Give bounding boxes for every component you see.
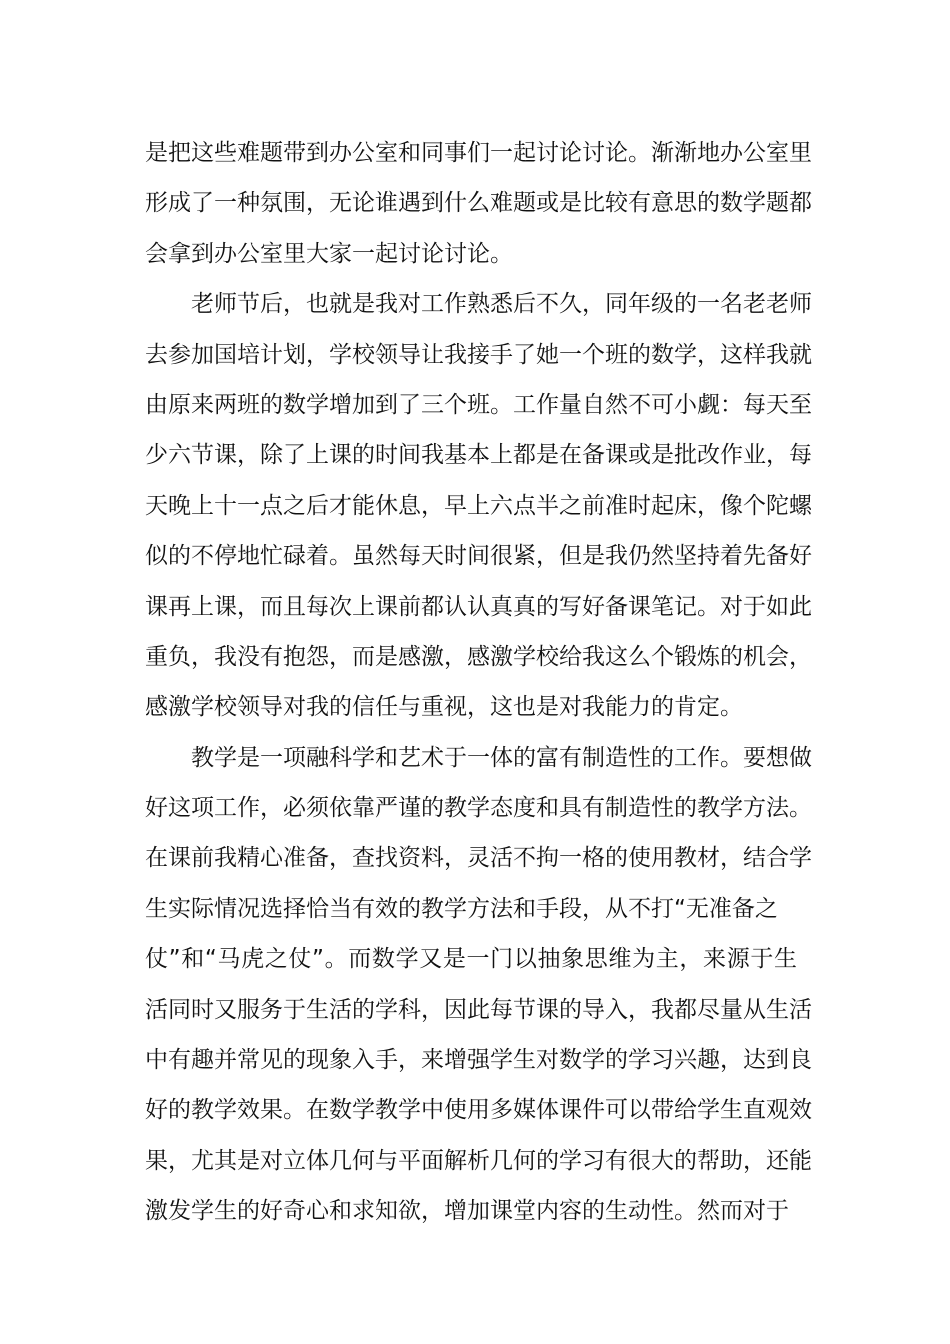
text-line: 生实际情况选择恰当有效的教学方法和手段，从不打“无准备之 [145, 895, 778, 922]
text-line: 课再上课，而且每次上课前都认认真真的写好备课笔记。对于如此 [145, 593, 812, 620]
text-line: 仗”和“马虎之仗”。而数学又是一门以抽象思维为主，来源于生 [145, 946, 797, 973]
text-line: 少六节课，除了上课的时间我基本上都是在备课或是批改作业，每 [145, 442, 812, 469]
text-line: 在课前我精心准备，查找资料，灵活不拘一格的使用教材，结合学 [145, 845, 812, 872]
paragraph [145, 279, 812, 733]
text-line: 是把这些难题带到办公室和同事们一起讨论讨论。渐渐地办公室里 [145, 140, 812, 166]
text-line: 老师节后，也就是我对工作熟悉后不久，同年级的一名老老师 [191, 291, 812, 318]
text-line: 会拿到办公室里大家一起讨论讨论。 [145, 240, 513, 267]
text-line: 形成了一种氛围，无论谁遇到什么难题或是比较有意思的数学题都 [145, 190, 812, 217]
text-line: 由原来两班的数学增加到了三个班。工作量自然不可小觑：每天至 [145, 391, 812, 418]
text-line: 感激学校领导对我的信任与重视，这也是对我能力的肯定。 [145, 694, 743, 721]
text-line: 果，尤其是对立体几何与平面解析几何的学习有很大的帮助，还能 [145, 1147, 812, 1174]
body-text [145, 128, 812, 1237]
text-line: 好这项工作，必须依靠严谨的教学态度和具有制造性的教学方法。 [145, 795, 812, 822]
paragraph [145, 128, 812, 279]
paragraph [145, 733, 812, 1237]
text-line: 激发学生的好奇心和求知欲，增加课堂内容的生动性。然而对于 [145, 1198, 789, 1225]
text-line: 去参加国培计划，学校领导让我接手了她一个班的数学，这样我就 [145, 341, 812, 368]
text-line: 天晚上十一点之后才能休息，早上六点半之前准时起床，像个陀螺 [145, 492, 812, 519]
text-line: 似的不停地忙碌着。虽然每天时间很紧，但是我仍然坚持着先备好 [145, 543, 812, 570]
text-line: 中有趣并常见的现象入手，来增强学生对数学的学习兴趣，达到良 [145, 1047, 812, 1074]
text-line: 活同时又服务于生活的学科，因此每节课的导入，我都尽量从生活 [145, 996, 812, 1023]
text-line: 教学是一项融科学和艺术于一体的富有制造性的工作。要想做 [191, 744, 812, 771]
text-line: 重负，我没有抱怨，而是感激，感激学校给我这么个锻炼的机会， [145, 643, 812, 670]
text-line: 好的教学效果。在数学教学中使用多媒体课件可以带给学生直观效 [145, 1097, 812, 1124]
